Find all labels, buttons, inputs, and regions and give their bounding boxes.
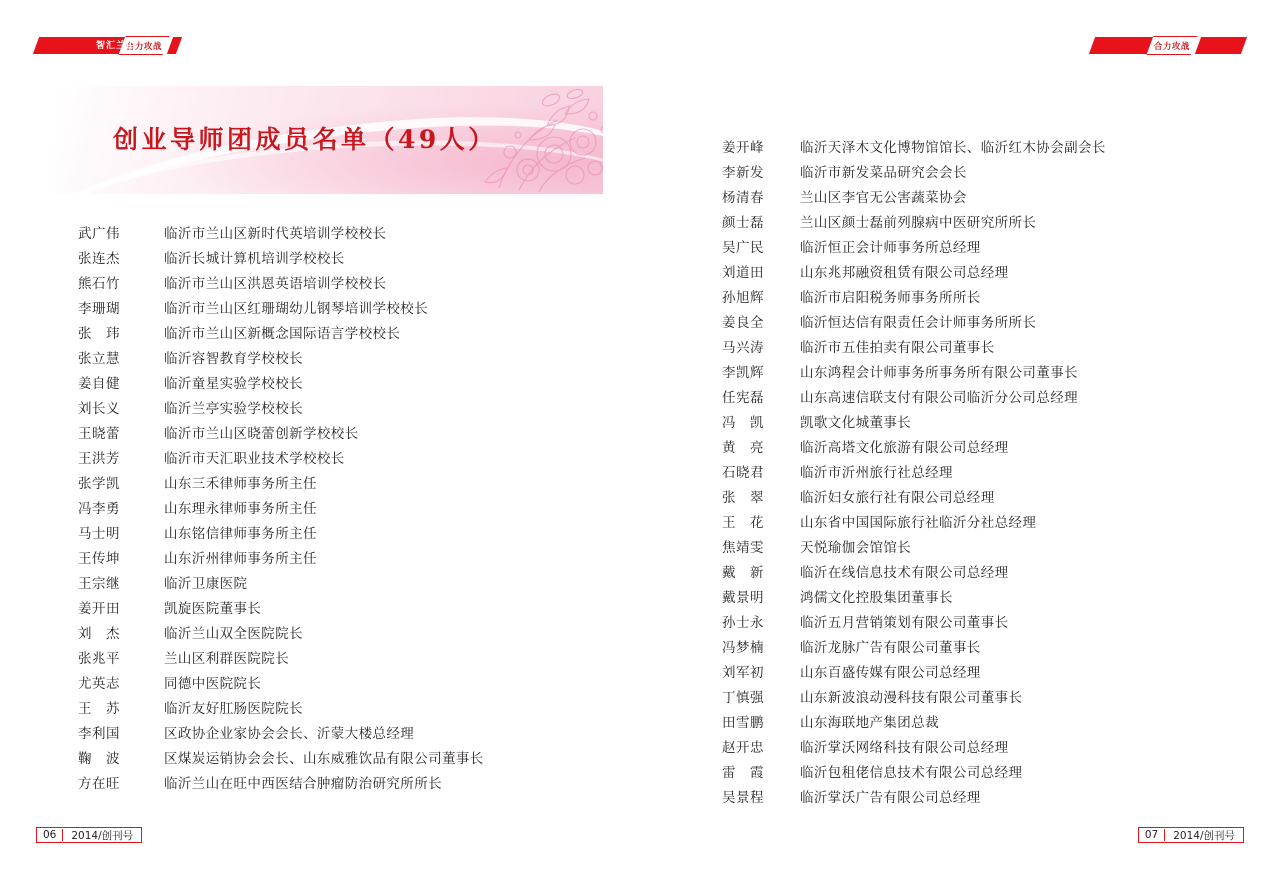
mentor-title: 山东三禾律师事务所主任 xyxy=(164,476,317,492)
issue-label-left: 2014/创刊号 xyxy=(71,829,134,842)
mentor-name: 张 翠 xyxy=(722,490,764,506)
mentor-name: 焦靖雯 xyxy=(722,540,764,556)
mentor-title: 山东高速信联支付有限公司临沂分公司总经理 xyxy=(800,390,1078,406)
mentor-name: 吴景程 xyxy=(722,790,764,806)
mentor-name: 黄 亮 xyxy=(722,440,764,456)
mentor-name: 杨清春 xyxy=(722,190,764,206)
list-item xyxy=(722,711,1242,736)
list-item xyxy=(78,647,638,672)
mentor-name: 丁慎强 xyxy=(722,690,764,706)
mentor-name: 戴 新 xyxy=(722,565,764,581)
mentor-title: 临沂市沂州旅行社总经理 xyxy=(800,465,953,481)
mentor-list-right xyxy=(722,136,1242,811)
mentor-name: 赵开忠 xyxy=(722,740,764,756)
mentor-list-left xyxy=(78,222,638,797)
list-item xyxy=(78,372,638,397)
mentor-title: 临沂龙脉广告有限公司董事长 xyxy=(800,640,981,656)
list-item xyxy=(722,411,1242,436)
list-item xyxy=(722,236,1242,261)
mentor-title: 山东新波浪动漫科技有限公司董事长 xyxy=(800,690,1023,706)
mentor-name: 姜开田 xyxy=(78,601,120,617)
title-banner xyxy=(55,86,603,194)
list-item xyxy=(78,772,638,797)
mentor-name: 冯李勇 xyxy=(78,501,120,517)
ribbon-label-left: 合力攻战 xyxy=(126,41,163,51)
mentor-title: 临沂包租佬信息技术有限公司总经理 xyxy=(800,765,1023,781)
mentor-name: 张 玮 xyxy=(78,326,120,342)
mentor-name: 石晓君 xyxy=(722,465,764,481)
list-item xyxy=(722,386,1242,411)
list-item xyxy=(78,347,638,372)
mentor-title: 临沂天泽木文化博物馆馆长、临沂红木协会副会长 xyxy=(800,140,1106,156)
mentor-name: 王洪芳 xyxy=(78,451,120,467)
mentor-title: 山东沂州律师事务所主任 xyxy=(164,551,317,567)
ribbon-bar-red-2 xyxy=(1089,37,1153,54)
mentor-title: 兰山区颜士磊前列腺病中医研究所所长 xyxy=(800,215,1037,231)
mentor-title: 临沂卫康医院 xyxy=(164,576,248,592)
list-item xyxy=(722,611,1242,636)
mentor-name: 张连杰 xyxy=(78,251,120,267)
mentor-title: 临沂兰山在旺中西医结合肿瘤防治研究所所长 xyxy=(164,776,442,792)
mentor-name: 姜自健 xyxy=(78,376,120,392)
list-item xyxy=(78,272,638,297)
mentor-name: 任宪磊 xyxy=(722,390,764,406)
mentor-name: 马兴涛 xyxy=(722,340,764,356)
list-item xyxy=(722,436,1242,461)
mentor-name: 刘 杰 xyxy=(78,626,120,642)
mentor-name: 吴广民 xyxy=(722,240,764,256)
page-number-right: 07 xyxy=(1139,829,1165,841)
mentor-title: 临沂市天汇职业技术学校校长 xyxy=(164,451,345,467)
mentor-title: 区政协企业家协会会长、沂蒙大楼总经理 xyxy=(164,726,415,742)
mentor-name: 孙旭辉 xyxy=(722,290,764,306)
list-item xyxy=(722,761,1242,786)
list-item xyxy=(722,786,1242,811)
mentor-name: 戴景明 xyxy=(722,590,764,606)
page-number-box-left xyxy=(36,827,142,843)
ribbon-bar-tail-2 xyxy=(1195,37,1247,54)
list-item xyxy=(78,397,638,422)
mentor-title: 山东铭信律师事务所主任 xyxy=(164,526,317,542)
mentor-title: 临沂五月营销策划有限公司董事长 xyxy=(800,615,1009,631)
list-item xyxy=(78,422,638,447)
mentor-title: 临沂恒达信有限责任会计师事务所所长 xyxy=(800,315,1037,331)
mentor-name: 颜士磊 xyxy=(722,215,764,231)
mentor-name: 鞠 波 xyxy=(78,751,120,767)
header-ribbon-right xyxy=(1092,36,1244,54)
list-item xyxy=(722,561,1242,586)
mentor-name: 熊石竹 xyxy=(78,276,120,292)
mentor-title: 临沂市兰山区洪恩英语培训学校校长 xyxy=(164,276,387,292)
mentor-title: 临沂掌沃广告有限公司总经理 xyxy=(800,790,981,806)
list-item xyxy=(78,322,638,347)
mentor-title: 临沂市兰山区晓蕾创新学校校长 xyxy=(164,426,359,442)
list-item xyxy=(722,361,1242,386)
page-title: 创业导师团成员名单（49人） xyxy=(113,125,497,154)
mentor-title: 临沂在线信息技术有限公司总经理 xyxy=(800,565,1009,581)
footer-left xyxy=(36,827,142,843)
mentor-name: 李凯辉 xyxy=(722,365,764,381)
list-item xyxy=(722,336,1242,361)
mentor-title: 临沂兰亭实验学校校长 xyxy=(164,401,303,417)
ribbon-bar-tail xyxy=(167,37,182,54)
mentor-title: 兰山区李官无公害蔬菜协会 xyxy=(800,190,967,206)
list-item xyxy=(722,511,1242,536)
mentor-name: 方在旺 xyxy=(78,776,120,792)
list-item xyxy=(722,286,1242,311)
footer-right xyxy=(1138,827,1244,843)
mentor-title: 凯歌文化城董事长 xyxy=(800,415,912,431)
mentor-title: 山东理永律师事务所主任 xyxy=(164,501,317,517)
mentor-name: 张兆平 xyxy=(78,651,120,667)
mentor-name: 姜良全 xyxy=(722,315,764,331)
mentor-name: 王 花 xyxy=(722,515,764,531)
list-item xyxy=(78,472,638,497)
page-number-left: 06 xyxy=(37,829,63,841)
mentor-title: 区煤炭运销协会会长、山东威雅饮品有限公司董事长 xyxy=(164,751,484,767)
list-item xyxy=(78,222,638,247)
mentor-name: 冯 凯 xyxy=(722,415,764,431)
list-item xyxy=(722,261,1242,286)
mentor-name: 姜开峰 xyxy=(722,140,764,156)
list-item xyxy=(78,497,638,522)
mentor-title: 临沂市启阳税务师事务所所长 xyxy=(800,290,981,306)
mentor-title: 天悦瑜伽会馆馆长 xyxy=(800,540,912,556)
list-item xyxy=(722,161,1242,186)
mentor-title: 临沂市五佳拍卖有限公司董事长 xyxy=(800,340,995,356)
list-item xyxy=(722,686,1242,711)
mentor-name: 李珊瑚 xyxy=(78,301,120,317)
ribbon-label-box-2 xyxy=(1147,36,1198,55)
mentor-name: 李新发 xyxy=(722,165,764,181)
ribbon-brand-right: 智汇兰山 xyxy=(1027,41,1068,51)
mentor-title: 临沂妇女旅行社有限公司总经理 xyxy=(800,490,995,506)
mentor-name: 刘长义 xyxy=(78,401,120,417)
list-item xyxy=(78,697,638,722)
mentor-title: 山东百盛传媒有限公司总经理 xyxy=(800,665,981,681)
list-item xyxy=(722,311,1242,336)
mentor-title: 临沂长城计算机培训学校校长 xyxy=(164,251,345,267)
mentor-name: 尤英志 xyxy=(78,676,120,692)
mentor-title: 临沂容智教育学校校长 xyxy=(164,351,303,367)
list-item xyxy=(722,736,1242,761)
mentor-title: 临沂市兰山区新概念国际语言学校校长 xyxy=(164,326,401,342)
mentor-title: 临沂童星实验学校校长 xyxy=(164,376,303,392)
list-item xyxy=(78,522,638,547)
mentor-title: 鸿儒文化控股集团董事长 xyxy=(800,590,953,606)
list-item xyxy=(722,536,1242,561)
list-item xyxy=(78,572,638,597)
mentor-title: 山东鸿程会计师事务所事务所有限公司董事长 xyxy=(800,365,1078,381)
mentor-name: 刘军初 xyxy=(722,665,764,681)
mentor-title: 山东省中国国际旅行社临沂分社总经理 xyxy=(800,515,1037,531)
list-item xyxy=(78,547,638,572)
list-item xyxy=(722,186,1242,211)
mentor-title: 临沂市新发菜品研究会会长 xyxy=(800,165,967,181)
mentor-name: 刘道田 xyxy=(722,265,764,281)
list-item xyxy=(722,586,1242,611)
mentor-name: 马士明 xyxy=(78,526,120,542)
mentor-name: 田雪鹏 xyxy=(722,715,764,731)
mentor-name: 武广伟 xyxy=(78,226,120,242)
list-item xyxy=(78,722,638,747)
list-item xyxy=(722,636,1242,661)
list-item xyxy=(722,486,1242,511)
list-item xyxy=(78,672,638,697)
mentor-title: 同德中医院院长 xyxy=(164,676,262,692)
list-item xyxy=(78,247,638,272)
mentor-name: 孙士永 xyxy=(722,615,764,631)
mentor-title: 凯旋医院董事长 xyxy=(164,601,262,617)
list-item xyxy=(78,597,638,622)
list-item xyxy=(78,622,638,647)
mentor-name: 冯梦楠 xyxy=(722,640,764,656)
ribbon-label-right: 合力攻战 xyxy=(1153,41,1190,51)
mentor-title: 临沂市兰山区红珊瑚幼儿钢琴培训学校校长 xyxy=(164,301,429,317)
mentor-title: 临沂友好肛肠医院院长 xyxy=(164,701,303,717)
mentor-name: 王传坤 xyxy=(78,551,120,567)
mentor-name: 雷 霞 xyxy=(722,765,764,781)
page-number-box-right xyxy=(1138,827,1244,843)
mentor-title: 临沂掌沃网络科技有限公司总经理 xyxy=(800,740,1009,756)
mentor-name: 王宗继 xyxy=(78,576,120,592)
list-item xyxy=(722,661,1242,686)
mentor-name: 张立慧 xyxy=(78,351,120,367)
list-item xyxy=(722,211,1242,236)
mentor-title: 山东兆邦融资租赁有限公司总经理 xyxy=(800,265,1009,281)
mentor-name: 李利国 xyxy=(78,726,120,742)
mentor-name: 王 苏 xyxy=(78,701,120,717)
list-item xyxy=(78,297,638,322)
ribbon-brand-left: 智汇兰山 xyxy=(96,41,137,51)
issue-label-right: 2014/创刊号 xyxy=(1173,829,1235,842)
list-item xyxy=(78,747,638,772)
mentor-title: 临沂市兰山区新时代英培训学校校长 xyxy=(164,226,387,242)
mentor-title: 兰山区利群医院院长 xyxy=(164,651,290,667)
mentor-title: 临沂恒正会计师事务所总经理 xyxy=(800,240,981,256)
list-item xyxy=(722,136,1242,161)
mentor-title: 山东海联地产集团总裁 xyxy=(800,715,939,731)
mentor-name: 王晓蕾 xyxy=(78,426,120,442)
list-item xyxy=(722,461,1242,486)
mentor-title: 临沂高塔文化旅游有限公司总经理 xyxy=(800,440,1009,456)
mentor-title: 临沂兰山双全医院院长 xyxy=(164,626,303,642)
list-item xyxy=(78,447,638,472)
mentor-name: 张学凯 xyxy=(78,476,120,492)
